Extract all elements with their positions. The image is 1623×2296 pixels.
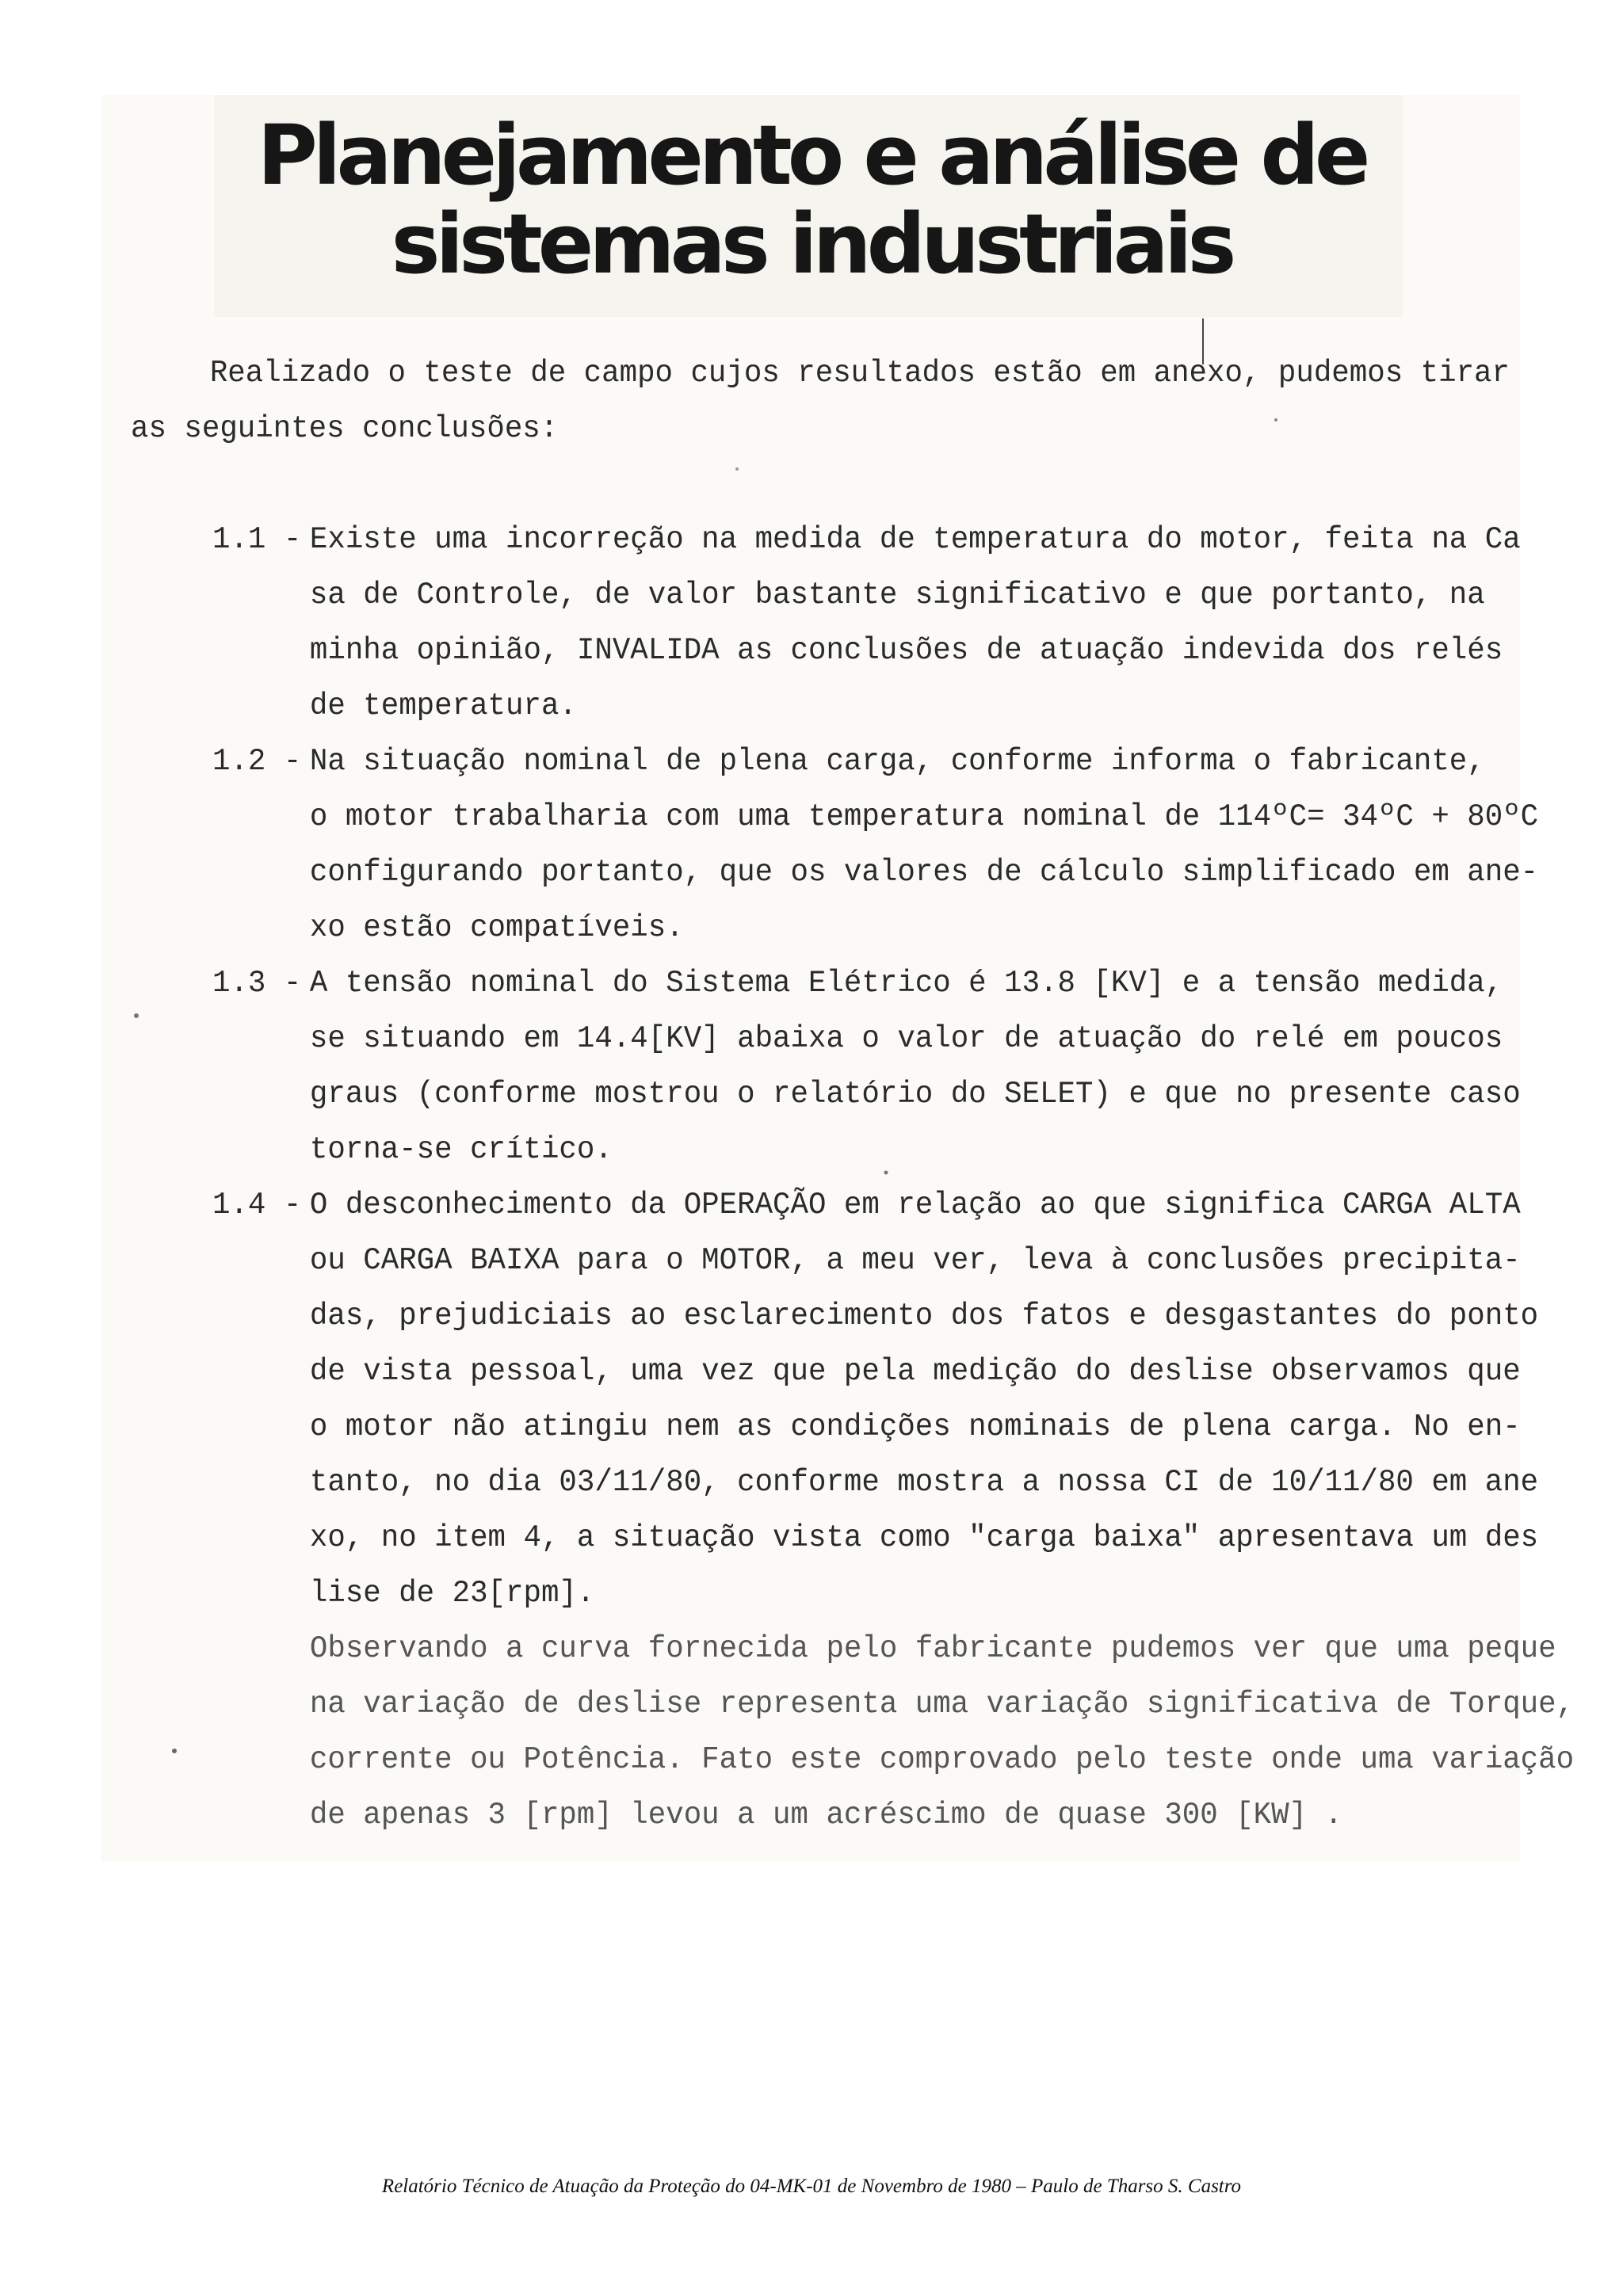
item-line: xo, no item 4, a situação vista como "carga baixa" apresentava um des	[309, 1520, 1539, 1555]
intro-paragraph	[131, 345, 1510, 456]
title-line-2: sistemas industriais	[391, 196, 1232, 292]
page-title	[0, 107, 1623, 292]
intro-line-2: as seguintes conclusões:	[131, 411, 559, 446]
item-text	[310, 734, 1538, 955]
item-text	[310, 1177, 1574, 1843]
item-number: 1.3 -	[212, 966, 302, 1001]
item-line: O desconhecimento da OPERAÇÃO em relação ao que significa CARGA ALTA	[309, 1188, 1521, 1222]
item-text	[310, 955, 1521, 1177]
item-line: torna-se crítico.	[309, 1132, 613, 1167]
item-line: sa de Controle, de valor bastante significativo e que portanto, na	[309, 578, 1485, 612]
item-line: de apenas 3 [rpm] levou a um acréscimo de quase 300 [KW] .	[309, 1798, 1343, 1833]
item-line: tanto, no dia 03/11/80, conforme mostra a nossa CI de 10/11/80 em ane	[309, 1465, 1539, 1500]
item-line: se situando em 14.4[KV] abaixa o valor de atuação do relé em poucos	[309, 1021, 1503, 1056]
item-line: o motor trabalharia com uma temperatura nominal de 114ºC= 34ºC + 80ºC	[309, 799, 1539, 834]
item-text	[310, 512, 1521, 734]
item-line: Observando a curva fornecida pelo fabricante pudemos ver que uma peque	[309, 1631, 1556, 1666]
item-line: configurando portanto, que os valores de cálculo simplificado em ane-	[309, 855, 1539, 890]
intro-line-1: Realizado o teste de campo cujos resultados estão em anexo, pudemos tirar	[209, 356, 1510, 391]
item-line: Existe uma incorreção na medida de temperatura do motor, feita na Ca	[309, 522, 1521, 557]
item-number: 1.4 -	[212, 1188, 302, 1222]
item-line: corrente ou Potência. Fato este comprovado pelo teste onde uma variação	[309, 1742, 1575, 1777]
item-line: lise de 23[rpm].	[309, 1576, 595, 1611]
item-line: de temperatura.	[309, 688, 577, 723]
item-line: graus (conforme mostrou o relatório do SELET) e que no presente caso	[309, 1077, 1521, 1112]
item-line: na variação de deslise representa uma variação significativa de Torque,	[309, 1687, 1575, 1722]
item-line: xo estão compatíveis.	[309, 910, 684, 945]
item-line: ou CARGA BAIXA para o MOTOR, a meu ver, leva à conclusões precipita-	[309, 1243, 1521, 1278]
item-line: Na situação nominal de plena carga, conforme informa o fabricante,	[309, 744, 1485, 779]
title-line-1: Planejamento e análise de	[257, 107, 1366, 204]
item-line: A tensão nominal do Sistema Elétrico é 13.8 [KV] e a tensão medida,	[309, 966, 1503, 1001]
item-number: 1.2 -	[212, 744, 302, 779]
item-line: minha opinião, INVALIDA as conclusões de atuação indevida dos relés	[309, 633, 1503, 668]
item-line: o motor não atingiu nem as condições nominais de plena carga. No en-	[309, 1409, 1521, 1444]
item-line: das, prejudiciais ao esclarecimento dos fatos e desgastantes do ponto	[309, 1299, 1539, 1333]
page-footer: Relatório Técnico de Atuação da Proteção do 04-MK-01 de Novembro de 1980 – Paulo de Tharso S. Castro	[381, 2176, 1242, 2197]
item-number: 1.1 -	[212, 522, 302, 557]
item-line: de vista pessoal, uma vez que pela medição do deslise observamos que	[309, 1354, 1521, 1389]
